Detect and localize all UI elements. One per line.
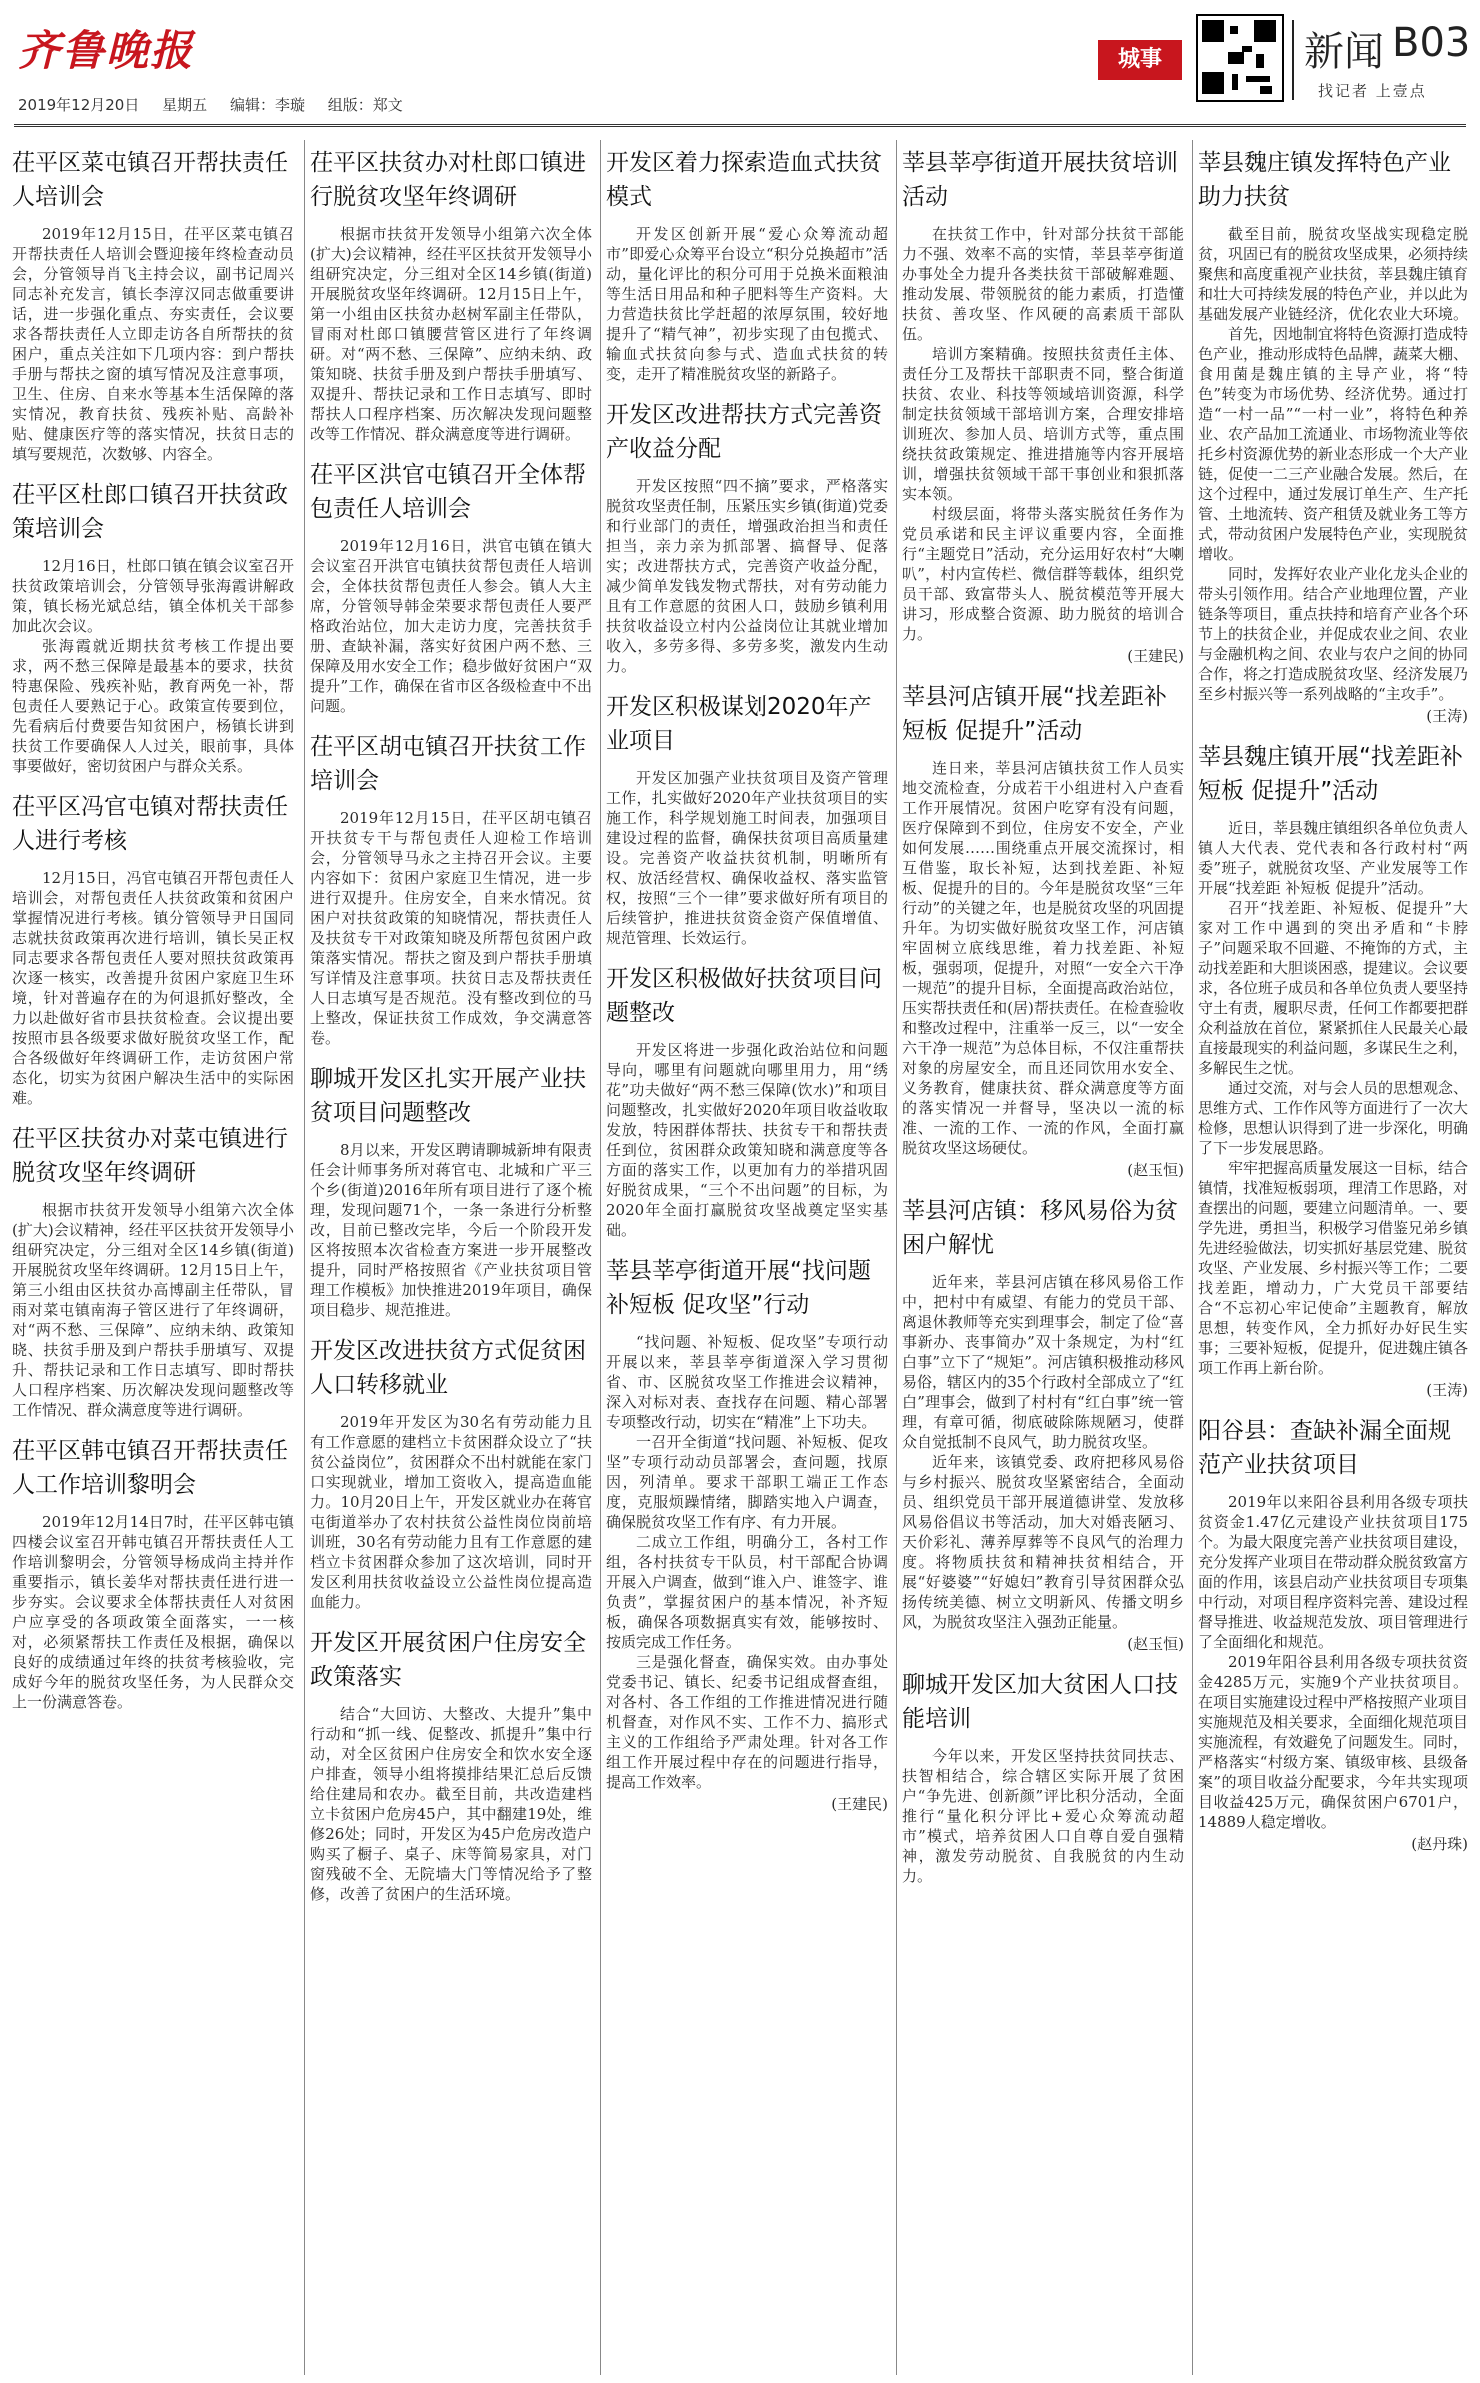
article-paragraph: 张海霞就近期扶贫考核工作提出要求，两不愁三保障是最基本的要求，扶贫特惠保险、残疾补贴，教育两免一补，帮包责任人要熟记于心。政策宣传要到位，先看病后付费要告知贫困户，杨镇长讲到扶贫工作要确保人人过关，眼前事，具体事要做好，密切贫困户与群众关系。 [12, 637, 294, 775]
article-title: 开发区改进扶贫方式促贫困人口转移就业 [310, 1338, 586, 1398]
masthead [0, 0, 1480, 135]
article-paragraph: 近日，莘县魏庄镇组织各单位负责人镇人大代表、党代表和各行政村村“两委”班子，就脱贫攻坚、产业发展等工作开展“找差距 补短板 促提升”活动。 [1198, 819, 1468, 897]
article [902, 680, 1184, 1180]
article [310, 1626, 592, 1904]
article-title: 茌平区韩屯镇召开帮扶责任人工作培训黎明会 [12, 1438, 288, 1498]
article-paragraph: 开发区加强产业扶贫项目及资产管理工作，扎实做好2020年产业扶贫项目的实施工作，科学规划施工时间表，加强项目建设过程的监督，确保扶贫项目高质量建设。完善资产收益扶贫机制，明晰所有权、放活经营权、确保收益权、落实监管权，按照“三个一律”要求做好所有项目的后续管护，推进扶贫资金资产保值增值、规范管理、长效运行。 [606, 769, 888, 947]
column-divider [304, 140, 305, 2375]
article-title: 开发区积极做好扶贫项目问题整改 [606, 966, 882, 1026]
article-paragraph: 2019年12月14日7时，茌平区韩屯镇四楼会议室召开韩屯镇召开帮扶责任人工作培训黎明会，分管领导杨成尚主持并作重要指示，镇长姜华对帮扶责任进行进一步夯实。会议要求全体帮扶责任人对贫困户应享受的各项政策全面落实，一一核对，必须紧帮扶工作责任及根据，确保以良好的成绩通过年终的扶贫考核验收，完成好今年的脱贫攻坚任务，为人民群众交上一份满意答卷。 [12, 1513, 294, 1711]
article-title: 开发区积极谋划2020年产业项目 [606, 694, 872, 754]
article-paragraph: 在扶贫工作中，针对部分扶贫干部能力不强、效率不高的实情，莘县莘亭街道办事处全力提升各类扶贫干部破解难题、推动发展、带领脱贫的能力素质，打造懂扶贫、善攻坚、作风硬的高素质干部队伍。 [902, 225, 1184, 343]
article-byline: (赵玉恒) [1127, 1635, 1184, 1653]
article-paragraph: “找问题、补短板、促攻坚”专项行动开展以来，莘县莘亭街道深入学习贯彻省、市、区脱贫攻坚工作推进会议精神，深入对标对表、查找存在问题、精心部署专项整改行动，切实在“精准”上下功夫。 [606, 1333, 888, 1431]
article-paragraph: 连日来，莘县河店镇扶贫工作人员实地交流检查，分成若干小组进村入户查看工作开展情况。贫困户吃穿有没有问题，医疗保障到不到位，住房安不安全，产业如何发展……围绕重点开展交流探讨，相互借鉴，取长补短，达到找差距、补短板、促提升的目的。今年是脱贫攻坚“三年行动”的关键之年，也是脱贫攻坚的巩固提升年。为切实做好脱贫攻坚工作，河店镇牢固树立底线思维，着力找差距、补短板，强弱项，促提升，对照“一安全六干净一规范”的提升目标，全面提高政治站位，压实帮扶责任和(居)帮扶责任。在检查验收和整改过程中，注重举一反三，以“一安全六干净一规范”为总体目标，不仅注重帮扶对象的房屋安全，而且还同饮用水安全、义务教育，健康扶贫、群众满意度等方面的落实情况一并督导，坚决以一流的标准、一流的工作、一流的作风，全面打赢脱贫攻坚这场硬仗。 [902, 759, 1184, 1157]
article-title: 开发区着力探索造血式扶贫模式 [606, 150, 882, 210]
article-byline: (王涛) [1426, 707, 1468, 725]
article [12, 478, 294, 776]
newspaper-logo: 齐鲁晚报 [18, 26, 195, 75]
article-paragraph: 同时，发挥好农业产业化龙头企业的带头引领作用。结合产业地理位置，产业链条等项目，重点扶持和培育产业各个环节上的扶贫企业，并促成农业之间、农业与金融机构之间、农业与农户之间的协同合作，将之打造成脱贫攻坚、经济发展乃至乡村振兴等一系列战略的“主攻手”。 [1198, 565, 1468, 703]
editor-credit: 编辑：李璇 [229, 96, 305, 114]
article [12, 1434, 294, 1712]
section-slogan: 找记者 上壹点 [1318, 82, 1427, 100]
layout-credit: 组版：郑文 [327, 96, 403, 114]
article-title: 莘县魏庄镇发挥特色产业助力扶贫 [1198, 150, 1451, 210]
dateline [18, 94, 421, 115]
article [606, 962, 888, 1240]
article [902, 1668, 1184, 1886]
header-rule [14, 124, 1466, 127]
article-paragraph: 今年以来，开发区坚持扶贫同扶志、扶智相结合，综合辖区实际开展了贫困户“争先进、创新颜”评比积分活动，全面推行“量化积分评比+爱心众筹流动超市”模式，培养贫困人口自尊自爱自强精神，激发劳动脱贫、自我脱贫的内生动力。 [902, 1747, 1184, 1885]
article-title: 聊城开发区加大贫困人口技能培训 [902, 1672, 1178, 1732]
article-title: 阳谷县：查缺补漏全面规范产业扶贫项目 [1198, 1418, 1451, 1478]
column-3 [606, 140, 888, 2375]
article-byline: (王涛) [1426, 1381, 1468, 1399]
article [310, 1062, 592, 1320]
article [606, 398, 888, 676]
article-paragraph: 村级层面，将带头落实脱贫任务作为党员承诺和民主评议重要内容，全面推行“主题党日”活动，充分运用好农村“大喇叭”，村内宣传栏、微信群等载体，组织党员干部、致富带头人、脱贫模范等开展大讲习，形成整合资源、助力脱贫的培训合力。 [902, 505, 1184, 643]
article-title: 莘县莘亭街道开展“找问题补短板 促攻坚”行动 [606, 1258, 871, 1318]
section-tag: 城事 [1098, 40, 1182, 80]
article-paragraph: 结合“大回访、大整改、大提升”集中行动和“抓一线、促整改、抓提升”集中行动，对全区贫困户住房安全和饮水安全逐户排查，领导小组将摸排结果汇总后反馈给住建局和农办。截至目前，共改造建档立卡贫困户危房45户，其中翻建19处，维修26处；同时，开发区为45户危房改造户购买了橱子、桌子、床等简易家具，对门窗残破不全、无院墙大门等情况给予了整修，改善了贫困户的生活环境。 [310, 1705, 592, 1903]
article-title: 莘县魏庄镇开展“找差距补短板 促提升”活动 [1198, 744, 1463, 804]
article [1198, 740, 1468, 1400]
article-title: 莘县河店镇：移风易俗为贫困户解忧 [902, 1198, 1178, 1258]
article-byline: (赵丹珠) [1411, 1835, 1468, 1853]
article [310, 1334, 592, 1612]
header-divider [1292, 20, 1294, 100]
article-paragraph: 召开“找差距、补短板、促提升”大家对工作中遇到的突出矛盾和“卡脖子”问题采取不回避、不掩饰的方式，主动找差距和大胆谈困惑，提建议。会议要求，各位班子成员和各单位负责人要坚持守土有责，履职尽责，任何工作都要把群众利益放在首位，紧紧抓住人民最关心最直接最现实的利益问题，多谋民生之利，多解民生之忧。 [1198, 899, 1468, 1077]
article-title: 茌平区菜屯镇召开帮扶责任人培训会 [12, 150, 288, 210]
article-title: 茌平区杜郎口镇召开扶贫政策培训会 [12, 482, 288, 542]
article-paragraph: 开发区创新开展“爱心众筹流动超市”即爱心众筹平台设立“积分兑换超市”活动，量化评比的积分可用于兑换米面粮油等生活日用品和种子肥料等生产资料。大力营造扶贫比学赶超的浓厚氛围，较好地提升了“精气神”，初步实现了由包揽式、输血式扶贫向参与式、造血式扶贫的转变，走开了精准脱贫攻坚的新路子。 [606, 225, 888, 383]
article-title: 茌平区扶贫办对杜郎口镇进行脱贫攻坚年终调研 [310, 150, 586, 210]
article-title: 茌平区胡屯镇召开扶贫工作培训会 [310, 734, 586, 794]
column-divider [1192, 140, 1193, 2375]
article [606, 1254, 888, 1814]
article-paragraph: 近年来，莘县河店镇在移风易俗工作中，把村中有威望、有能力的党员干部、离退休教师等充实到理事会，制定了俭“喜事新办、丧事简办”双十条规定，为村“红白事”立下了“规矩”。河店镇积极推动移风易俗，辖区内的35个行政村全部成立了“红白”理事会，做到了村村有“红白事”统一管理，有章可循，彻底破除陈规陋习，使群众自觉抵制不良风气，助力脱贫攻坚。 [902, 1273, 1184, 1451]
qr-code-icon [1196, 14, 1284, 102]
issue-date: 2019年12月20日 [18, 96, 140, 114]
article [606, 690, 888, 948]
article-paragraph: 8月以来，开发区聘请聊城新坤有限责任会计师事务所对蒋官屯、北城和广平三个乡(街道)2016年所有项目进行了逐个梳理，发现问题71个，一条一条进行分析整改，目前已整改完毕，今后一个阶段开发区将按照本次省检查方案进一步开展整改提升，同时严格按照省《产业扶贫项目管理工作模板》加快推进2019年项目，确保项目稳步、规范推进。 [310, 1141, 592, 1319]
article-title: 茌平区冯官屯镇对帮扶责任人进行考核 [12, 794, 288, 854]
article-paragraph: 2019年12月16日，洪官屯镇在镇大会议室召开洪官屯镇扶贫帮包责任人培训会，全体扶贫帮包责任人参会。镇人大主席，分管领导韩金荣要求帮包责任人要严格政治站位，加大走访力度，完善扶贫手册、查缺补漏，落实好贫困户两不愁、三保障及用水安全工作；稳步做好贫困户“双提升”工作，确保在省市区各级检查中不出问题。 [310, 537, 592, 715]
article-title: 聊城开发区扎实开展产业扶贫项目问题整改 [310, 1066, 586, 1126]
article-paragraph: 截至目前，脱贫攻坚战实现稳定脱贫，巩固已有的脱贫攻坚成果，必须持续聚焦和高度重视产业扶贫，莘县魏庄镇育和壮大可持续发展的特色产业，并以此为基础发展产业链经济，优化农业大环境。 [1198, 225, 1468, 323]
article [12, 790, 294, 1108]
article [12, 146, 294, 464]
article-paragraph: 2019年12月15日，茌平区菜屯镇召开帮扶责任人培训会暨迎接年终检查动员会，分管领导肖飞主持会议，副书记周兴同志补充发言，镇长李淳汉同志做重要讲话，进一步强化重点、夯实责任，会议要求各帮扶责任人立即走访各自所帮扶的贫困户，重点关注如下几项内容：到户帮扶手册与帮扶之窗的填写情况及注意事项，卫生、住房、自来水等基本生活保障的落实情况，教育扶贫、残疾补贴、高龄补贴、健康医疗等的落实情况，扶贫日志的填写要规范，次数够、内容全。 [12, 225, 294, 463]
article-title: 茌平区洪官屯镇召开全体帮包责任人培训会 [310, 462, 586, 522]
article [1198, 146, 1468, 726]
article-paragraph: 培训方案精确。按照扶贫责任主体、责任分工及帮扶干部职责不同，整合街道扶贫、农业、科技等领域培训资源，科学制定扶贫领域干部培训方案，合理安排培训班次、参加人员、培训方式等，重点围绕扶贫政策规定、推进措施等内容开展培训，增强扶贫领域干部干事创业和狠抓落实本领。 [902, 345, 1184, 503]
article [12, 1122, 294, 1420]
article [310, 146, 592, 444]
article-title: 开发区改进帮扶方式完善资产收益分配 [606, 402, 882, 462]
article-paragraph: 近年来，该镇党委、政府把移风易俗与乡村振兴、脱贫攻坚紧密结合，全面动员、组织党员干部开展道德讲堂、发放移风易俗倡议书等活动，加大对婚丧陋习、天价彩礼、薄养厚葬等不良风气的治理力度。将物质扶贫和精神扶贫相结合，开展“好婆婆”“好媳妇”教育引导贫困群众弘扬传统美德、树立文明新风、传播文明乡风，为脱贫攻坚注入强劲正能量。 [902, 1453, 1184, 1631]
article-paragraph: 一召开全街道“找问题、补短板、促攻坚”专项行动动员部署会，查问题，找原因，列清单。要求干部职工端正工作态度，克服烦躁情绪，脚踏实地入户调查，确保脱贫攻坚工作有序、有力开展。 [606, 1433, 888, 1531]
column-2 [310, 140, 592, 2375]
article-title: 莘县河店镇开展“找差距补短板 促提升”活动 [902, 684, 1167, 744]
article [606, 146, 888, 384]
section-name: 新闻 [1304, 29, 1384, 75]
column-4 [902, 140, 1184, 2375]
article-paragraph: 三是强化督查，确保实效。由办事处党委书记、镇长、纪委书记组成督查组，对各村、各工作组的工作推进情况进行随机督查，对作风不实、工作不力、搞形式主义的工作组给予严肃处理。针对各工作组工作开展过程中存在的问题进行指导，提高工作效率。 [606, 1653, 888, 1791]
column-divider [600, 140, 601, 2375]
article-paragraph: 2019年12月15日，茌平区胡屯镇召开扶贫专干与帮包责任人迎检工作培训会，分管领导马永之主持召开会议。主要内容如下：贫困户家庭卫生情况，进一步进行双提升。住房安全，自来水情况。贫困户对扶贫政策的知晓情况，帮扶责任人及扶贫专干对政策知晓及所帮包贫困户政策落实情况。帮扶之窗及到户帮扶手册填写详情及注意事项。扶贫日志及帮扶责任人日志填写是否规范。没有整改到位的马上整改，保证扶贫工作成效，争交满意答卷。 [310, 809, 592, 1047]
article-paragraph: 开发区按照“四不摘”要求，严格落实脱贫攻坚责任制，压紧压实乡镇(街道)党委和行业部门的责任，增强政治担当和责任担当，亲力亲为抓部署、搞督导、促落实；改进帮扶方式，完善资产收益分配，减少简单发钱发物式帮扶，对有劳动能力且有工作意愿的贫困人口，鼓励乡镇利用扶贫收益设立村内公益岗位让其就业增加收入，多劳多得、多劳多奖，激发内生动力。 [606, 477, 888, 675]
page-number: B03 [1392, 20, 1471, 66]
article-paragraph: 根据市扶贫开发领导小组第六次全体(扩大)会议精神，经茌平区扶贫开发领导小组研究决定，分三组对全区14乡镇(街道)开展脱贫攻坚年终调研。12月15日上午，第三小组由区扶贫办高博副主任带队，冒雨对菜屯镇南海子管区进行了年终调研，对“两不愁、三保障”、应纳未纳、政策知晓、扶贫手册及到户帮扶手册填写、双提升、帮扶记录和工作日志填写、即时帮扶人口程序档案、历次解决发现问题整改等工作情况、群众满意度等进行调研。 [12, 1201, 294, 1419]
article [902, 146, 1184, 666]
article-byline: (王建民) [831, 1795, 888, 1813]
article-title: 茌平区扶贫办对菜屯镇进行脱贫攻坚年终调研 [12, 1126, 288, 1186]
article-paragraph: 12月16日，杜郎口镇在镇会议室召开扶贫政策培训会，分管领导张海霞讲解政策，镇长杨光斌总结，镇全体机关干部参加此次会议。 [12, 557, 294, 635]
issue-weekday: 星期五 [162, 96, 208, 114]
article-paragraph: 开发区将进一步强化政治站位和问题导向，哪里有问题就向哪里用力，用“绣花”功夫做好“两不愁三保障(饮水)”和项目问题整改，扎实做好2020年项目收益收取发放，特困群体帮扶、扶贫专干和帮扶责任到位，贫困群众政策知晓和满意度等各方面的落实工作，以更加有力的举措巩固好脱贫成果，“三个不出问题”的目标，为2020年全面打赢脱贫攻坚战奠定坚实基础。 [606, 1041, 888, 1239]
column-1 [12, 140, 294, 2375]
article [310, 458, 592, 716]
article-title: 开发区开展贫困户住房安全政策落实 [310, 1630, 586, 1690]
column-divider [896, 140, 897, 2375]
article [310, 730, 592, 1048]
article [902, 1194, 1184, 1654]
article-paragraph: 2019年以来阳谷县利用各级专项扶贫资金1.47亿元建设产业扶贫项目175个。为最大限度完善产业扶贫项目建设，充分发挥产业项目在带动群众脱贫致富方面的作用，该县启动产业扶贫项目专项集中行动，对项目程序资料完善、建设过程督导推进、收益规范发放、项目管理进行了全面细化和规范。 [1198, 1493, 1468, 1651]
article-paragraph: 首先，因地制宜将特色资源打造成特色产业，推动形成特色品牌，蔬菜大棚、食用菌是魏庄镇的主导产业，将“特色”转变为市场优势、经济优势。通过打造“一村一品”“一村一业”，将特色种养业、农产品加工流通业、市场物流业等依托乡村资源优势的新业态形成一个大产业链，促使一二三产业融合发展。然后，在这个过程中，通过发展订单生产、生产托管、土地流转、资产租赁及就业务工等方式，带动贫困户发展特色产业，实现脱贫增收。 [1198, 325, 1468, 563]
article-paragraph: 二成立工作组，明确分工，各村工作组，各村扶贫专干队员，村干部配合协调开展入户调查，做到“谁入户、谁签字、谁负责”，掌握贫困户的基本情况，补齐短板，确保各项数据真实有效，能够按时、按质完成工作任务。 [606, 1533, 888, 1651]
article [1198, 1414, 1468, 1854]
article-byline: (赵玉恒) [1127, 1161, 1184, 1179]
article-paragraph: 根据市扶贫开发领导小组第六次全体(扩大)会议精神，经茌平区扶贫开发领导小组研究决定，分三组对全区14乡镇(街道)开展脱贫攻坚年终调研。12月15日上午，第一小组由区扶贫办赵树军副主任带队，冒雨对杜郎口镇腰营管区进行了年终调研。对“两不愁、三保障”、应纳未纳、政策知晓、扶贫手册及到户帮扶手册填写、双提升、帮扶记录和工作日志填写、即时帮扶人口程序档案、历次解决发现问题整改等工作情况、群众满意度等进行调研。 [310, 225, 592, 443]
article-paragraph: 12月15日，冯官屯镇召开帮包责任人培训会，对帮包责任人扶贫政策和贫困户掌握情况进行考核。镇分管领导尹日国同志就扶贫政策再次进行培训，镇长吴正权同志要求各帮包责任人要对照扶贫政策再次逐一核实，改善提升贫困户家庭卫生环境，针对普遍存在的为何退抓好整改，全力以赴做好省市县扶贫检查。会议提出要按照市县各级要求做好脱贫攻坚工作，配合各级做好年终调研工作，走访贫困户常态化，切实为贫困户解决生活中的实际困难。 [12, 869, 294, 1107]
column-5 [1198, 140, 1468, 2375]
article-paragraph: 通过交流，对与会人员的思想观念、思维方式、工作作风等方面进行了一次大检修，思想认识得到了进一步深化，明确了下一步发展思路。 [1198, 1079, 1468, 1157]
article-paragraph: 2019年开发区为30名有劳动能力且有工作意愿的建档立卡贫困群众设立了“扶贫公益岗位”，贫困群众不出村就能在家门口实现就业，增加工资收入，提高造血能力。10月20日上午，开发区就业办在蒋官屯街道举办了农村扶贫公益性岗位岗前培训班，30名有劳动能力且有工作意愿的建档立卡贫困群众参加了这次培训，同时开发区利用扶贫收益设立公益性岗位提高造血能力。 [310, 1413, 592, 1611]
article-paragraph: 牢牢把握高质量发展这一目标，结合镇情，找准短板弱项，理清工作思路，对查摆出的问题，要建立问题清单。一、要学先进，勇担当，积极学习借鉴兄弟乡镇先进经验做法，切实抓好基层党建、脱贫攻坚、产业发展、乡村振兴等工作；二要找差距，增动力，广大党员干部要结合“不忘初心牢记使命”主题教育，解放思想，转变作风，全力抓好办好民生实事；三要补短板，促提升，促进魏庄镇各项工作再上新台阶。 [1198, 1159, 1468, 1377]
article-title: 莘县莘亭街道开展扶贫培训活动 [902, 150, 1178, 210]
article-byline: (王建民) [1127, 647, 1184, 665]
article-paragraph: 2019年阳谷县利用各级专项扶贫资金4285万元，实施9个产业扶贫项目。在项目实施建设过程中严格按照产业项目实施规范及相关要求，全面细化规范项目实施流程，有效避免了问题发生。同时，严格落实“村级方案、镇级审核、县级备案”的项目收益分配要求，今年共实现项目收益425万元，确保贫困户6701户，14889人稳定增收。 [1198, 1653, 1468, 1831]
